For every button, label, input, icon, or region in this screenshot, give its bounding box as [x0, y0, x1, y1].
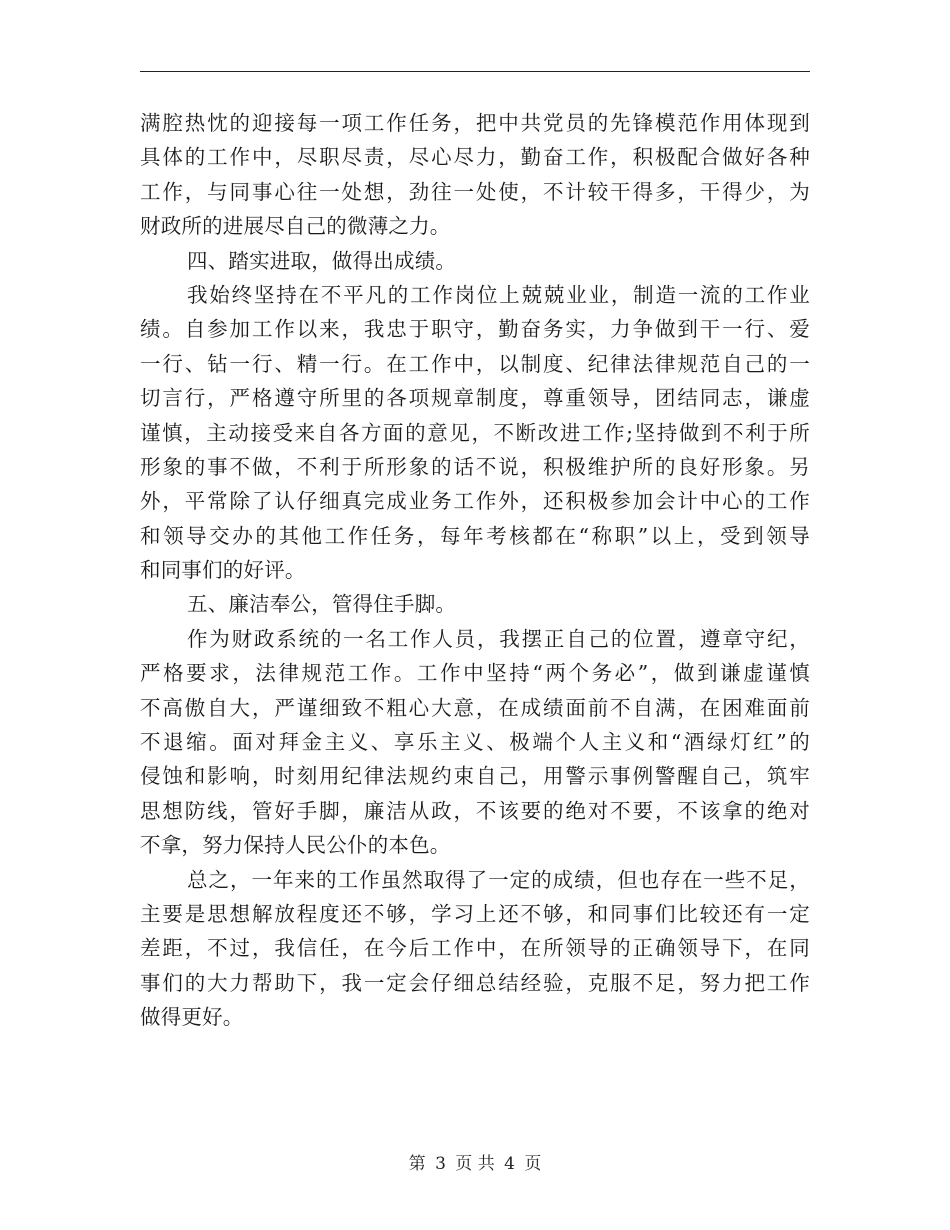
text-line: 财政所的进展尽自己的微薄之力。: [140, 214, 451, 239]
text-line: 事们的大力帮助下，我一定会仔细总结经验，克服不足，努力把工作: [140, 970, 810, 995]
footer-middle: 页 共: [455, 1154, 495, 1174]
text-line: 不拿，努力保持人民公仆的本色。: [140, 833, 451, 858]
text-line: 绩。自参加工作以来，我忠于职守，勤奋务实，力争做到干一行、爱: [140, 317, 810, 342]
text-line: 不高傲自大，严谨细致不粗心大意，在成绩面前不自满，在困难面前: [140, 695, 810, 720]
text-line: 切言行，严格遵守所里的各项规章制度，尊重领导，团结同志，谦虚: [140, 386, 810, 411]
text-line: 满腔热忱的迎接每一项工作任务，把中共党员的先锋模范作用体现到: [140, 111, 810, 135]
text-line: 做得更好。: [140, 1005, 244, 1030]
current-page-number: 3: [435, 1154, 446, 1174]
total-page-number: 4: [504, 1154, 515, 1174]
text-line: 作为财政系统的一名工作人员，我摆正自己的位置，遵章守纪，: [187, 626, 810, 651]
text-line: 总之，一年来的工作虽然取得了一定的成绩，但也存在一些不足，: [187, 867, 810, 892]
text-line: 和领导交办的其他工作任务，每年考核都在“称职”以上，受到领导: [140, 523, 810, 548]
page-footer: [0, 1150, 950, 1178]
section-heading-5: 五、廉洁奉公，管得住手脚。: [187, 592, 457, 617]
text-line: 主要是思想解放程度还不够，学习上还不够，和同事们比较还有一定: [140, 901, 810, 926]
text-line: 差距，不过，我信任，在今后工作中，在所领导的正确领导下，在同: [140, 936, 810, 961]
text-line: 形象的事不做，不利于所形象的话不说，积极维护所的良好形象。另: [140, 454, 810, 479]
body-text: [140, 106, 810, 1035]
text-line: 严格要求，法律规范工作。工作中坚持“两个务必”，做到谦虚谨慎: [140, 661, 810, 686]
section-heading-4: 四、踏实进取，做得出成绩。: [187, 248, 457, 273]
text-line: 工作，与同事心往一处想，劲往一处使，不计较干得多，干得少，为: [140, 179, 810, 204]
text-line: 外，平常除了认仔细真完成业务工作外，还积极参加会计中心的工作: [140, 489, 810, 514]
text-line: 思想防线，管好手脚，廉洁从政，不该要的绝对不要，不该拿的绝对: [140, 798, 810, 823]
header-rule: [140, 71, 810, 72]
text-line: 和同事们的好评。: [140, 558, 306, 583]
text-line: 具体的工作中，尽职尽责，尽心尽力，勤奋工作，积极配合做好各种: [140, 145, 810, 170]
text-line: 一行、钻一行、精一行。在工作中，以制度、纪律法律规范自己的一: [140, 351, 810, 376]
footer-suffix: 页: [524, 1154, 542, 1174]
footer-prefix: 第: [408, 1154, 426, 1174]
text-line: 我始终坚持在不平凡的工作岗位上兢兢业业，制造一流的工作业: [187, 282, 810, 307]
text-line: 侵蚀和影响，时刻用纪律法规约束自己，用警示事例警醒自己，筑牢: [140, 764, 810, 789]
text-line: 不退缩。面对拜金主义、享乐主义、极端个人主义和“酒绿灯红”的: [140, 730, 810, 755]
text-line: 谨慎，主动接受来自各方面的意见，不断改进工作;坚持做到不利于所: [140, 420, 810, 445]
